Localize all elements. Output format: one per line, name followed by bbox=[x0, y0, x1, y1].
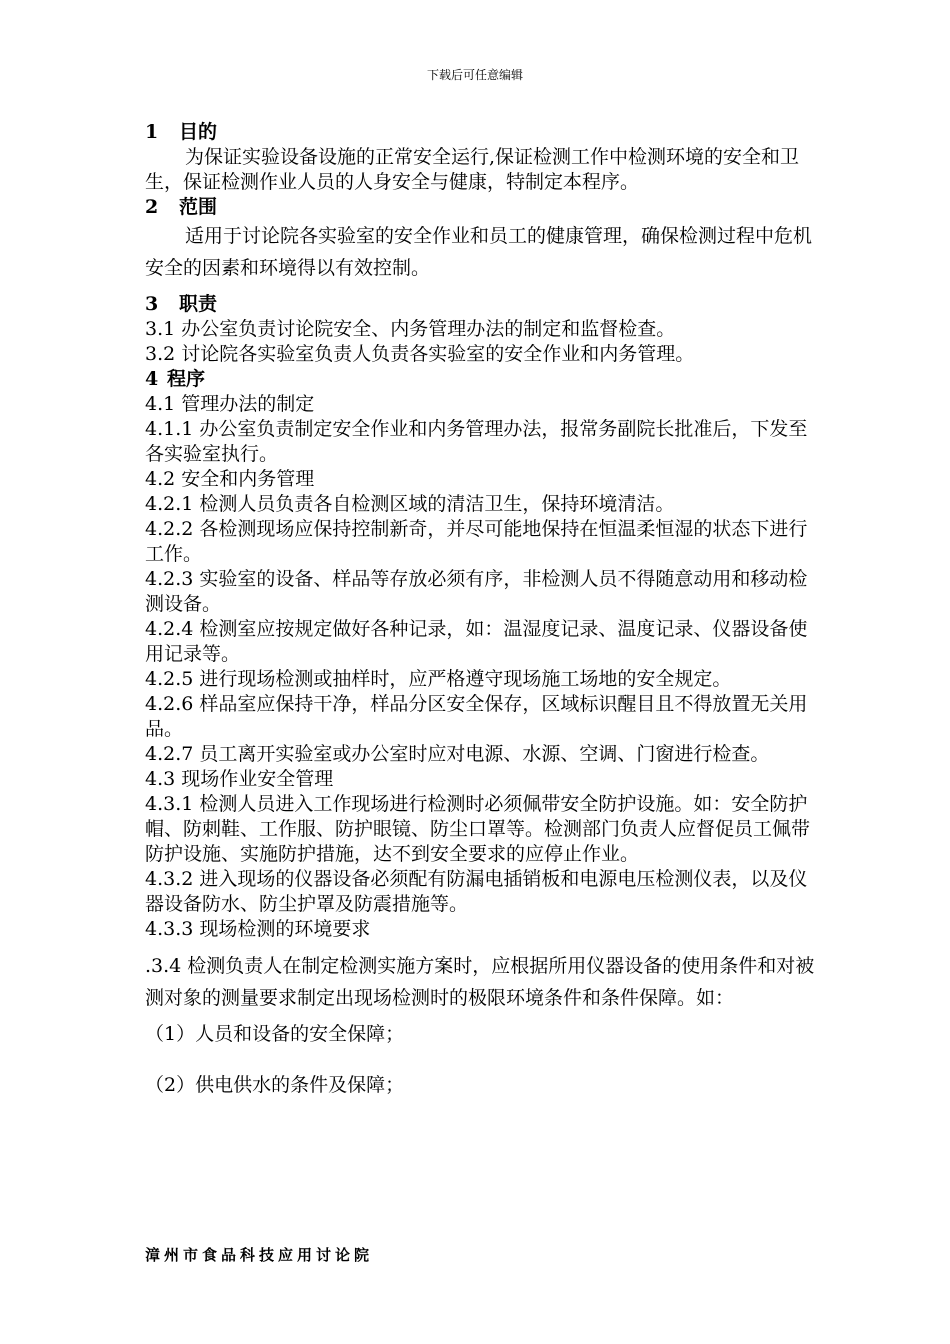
clause: 4.3.2 进入现场的仪器设备必须配有防漏电插销板和电源电压检测仪表，以及仪器设备防水、防尘护罩及防震措施等。 bbox=[145, 868, 808, 915]
clause: 3.1 办公室负责讨论院安全、内务管理办法的制定和监督检查。 bbox=[145, 318, 676, 340]
section-heading-responsibility: 3 职责 bbox=[145, 293, 218, 315]
clause: 4.2.3 实验室的设备、样品等存放必须有序，非检测人员不得随意动用和移动检测设备。 bbox=[145, 568, 808, 615]
clause: 4.2.6 样品室应保持干净，样品分区安全保存，区域标识醒目且不得放置无关用品。 bbox=[145, 693, 808, 740]
clause: 4.2.5 进行现场检测或抽样时，应严格遵守现场施工场地的安全规定。 bbox=[145, 668, 732, 690]
clause: 4.3.3 现场检测的环境要求 bbox=[145, 918, 371, 940]
clause: 4.2.4 检测室应按规定做好各种记录，如：温湿度记录、温度记录、仪器设备使用记录等。 bbox=[145, 618, 808, 665]
clause: 4.3 现场作业安全管理 bbox=[145, 768, 334, 790]
section-body-purpose: 为保证实验设备设施的正常安全运行,保证检测工作中检测环境的安全和卫生，保证检测作业人员的人身安全与健康，特制定本程序。 bbox=[145, 146, 800, 193]
clause: 4.2 安全和内务管理 bbox=[145, 468, 315, 490]
clause: 4.3.1 检测人员进入工作现场进行检测时必须佩带安全防护设施。如：安全防护帽、防刺鞋、工作服、防护眼镜、防尘口罩等。检测部门负责人应督促员工佩带防护设施、实施防护措施，达不到安全要求的应停止作业。 bbox=[145, 793, 811, 865]
footer-organization: 漳州市食品科技应用讨论院 bbox=[145, 1246, 374, 1264]
section-heading-scope: 2 范围 bbox=[145, 196, 218, 218]
section-body-scope: 适用于讨论院各实验室的安全作业和员工的健康管理，确保检测过程中危机安全的因素和环境得以有效控制。 bbox=[145, 225, 813, 279]
clause: 4.2.1 检测人员负责各自检测区域的清洁卫生，保持环境清洁。 bbox=[145, 493, 675, 515]
clause: 4.1.1 办公室负责制定安全作业和内务管理办法，报常务副院长批准后，下发至各实验室执行。 bbox=[145, 418, 808, 465]
list-item-power-water: （2）供电供水的条件及保障； bbox=[145, 1074, 405, 1096]
section-heading-procedure: 4 程序 bbox=[145, 368, 206, 390]
page-header-note: 下载后可任意编辑 bbox=[426, 68, 523, 82]
clause-environment-conditions: .3.4 检测负责人在制定检测实施方案时，应根据所用仪器设备的使用条件和对被测对象的测量要求制定出现场检测时的极限环境条件和条件保障。如： bbox=[145, 955, 815, 1009]
section-heading-purpose: 1 目的 bbox=[145, 121, 218, 143]
clause: 4.2.7 员工离开实验室或办公室时应对电源、水源、空调、门窗进行检查。 bbox=[145, 743, 770, 765]
clause: 4.1 管理办法的制定 bbox=[145, 393, 315, 415]
clause: 3.2 讨论院各实验室负责人负责各实验室的安全作业和内务管理。 bbox=[145, 343, 695, 365]
list-item-safety: （1）人员和设备的安全保障； bbox=[145, 1023, 405, 1045]
clause: 4.2.2 各检测现场应保持控制新奇，并尽可能地保持在恒温柔恒湿的状态下进行工作。 bbox=[145, 518, 808, 565]
document-body bbox=[145, 120, 815, 1098]
